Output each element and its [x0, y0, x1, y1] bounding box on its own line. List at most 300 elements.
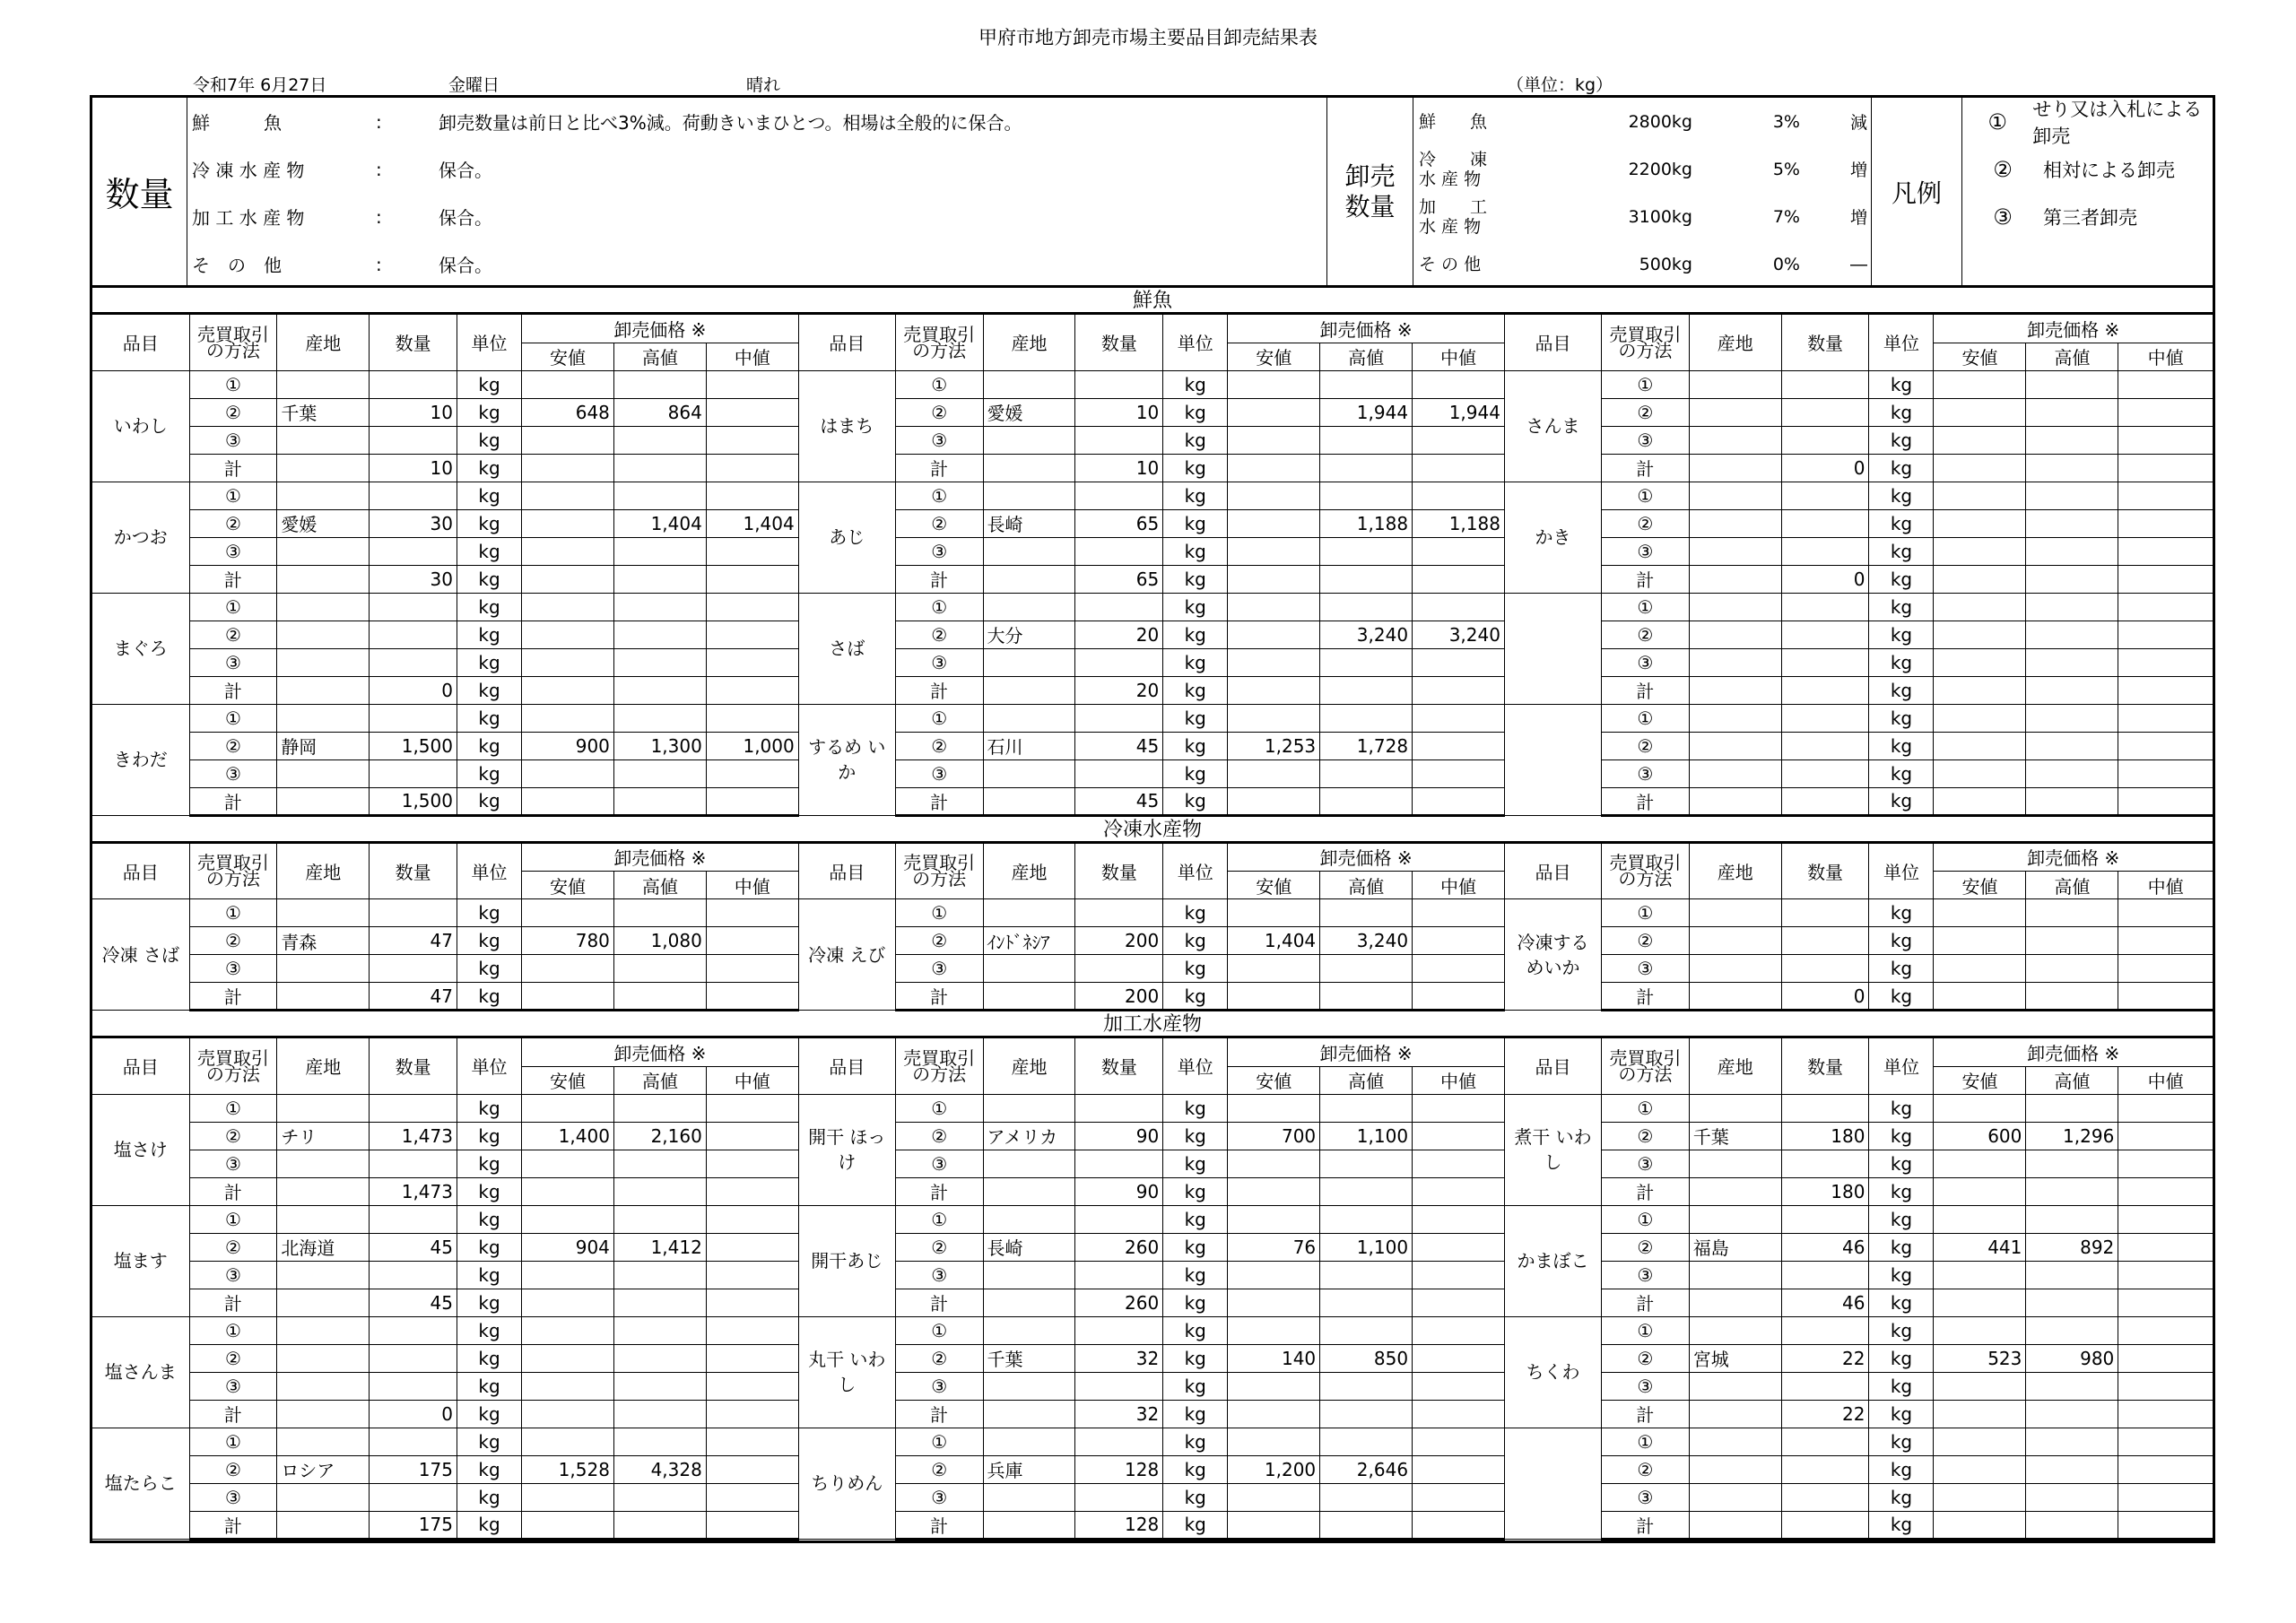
- col-price: 卸売価格 ※: [1934, 315, 2213, 343]
- price-low-cell: [1228, 704, 1320, 732]
- price-high-cell: [1320, 1205, 1413, 1233]
- unit-cell: kg: [457, 426, 521, 454]
- method-cell: ②: [1602, 1455, 1690, 1483]
- price-low-cell: [1934, 565, 2026, 593]
- origin-cell: [1689, 927, 1781, 955]
- col-origin: 産地: [1689, 315, 1781, 370]
- price-high-cell: [613, 1205, 706, 1233]
- method-cell: ①: [895, 1094, 983, 1122]
- item-name: 塩さんま: [92, 1316, 189, 1428]
- volume-category: 冷 凍 水 産 物: [1419, 149, 1488, 189]
- col-method: 売買取引 の方法: [895, 315, 983, 370]
- method-cell: ②: [895, 1455, 983, 1483]
- price-mid-cell: [2118, 537, 2213, 565]
- unit-cell: kg: [1163, 1177, 1228, 1205]
- qty-total-cell: 1,473: [370, 1177, 457, 1205]
- method-cell: ②: [895, 1344, 983, 1372]
- price-mid-cell: [706, 1428, 798, 1455]
- price-mid-cell: [706, 565, 798, 593]
- item-name: かつお: [92, 482, 189, 593]
- price-high-cell: [2026, 426, 2118, 454]
- unit-cell: kg: [1163, 1233, 1228, 1261]
- origin-cell: [1689, 426, 1781, 454]
- origin-cell: [277, 1177, 370, 1205]
- price-mid-cell: [1413, 537, 1505, 565]
- price-low-cell: [1934, 1428, 2026, 1455]
- qty-cell: 20: [1075, 621, 1163, 648]
- price-low-cell: 1,400: [522, 1122, 614, 1150]
- price-high-cell: [1320, 1261, 1413, 1289]
- col-price: 卸売価格 ※: [1934, 844, 2213, 872]
- price-high-cell: [613, 454, 706, 482]
- price-high-cell: [1320, 955, 1413, 983]
- origin-cell: [277, 676, 370, 704]
- unit-cell: kg: [1163, 426, 1228, 454]
- origin-cell: [277, 1344, 370, 1372]
- qty-cell: [1075, 899, 1163, 927]
- method-cell: ①: [895, 482, 983, 509]
- price-high-cell: [2026, 787, 2118, 815]
- qty-cell: [1781, 648, 1869, 676]
- price-low-cell: [522, 1094, 614, 1122]
- origin-cell: [1689, 1483, 1781, 1511]
- legend-text: 相対による卸売: [2043, 159, 2175, 181]
- price-mid-cell: [1413, 482, 1505, 509]
- qty-cell: [370, 899, 457, 927]
- origin-cell: [277, 1372, 370, 1400]
- price-low-cell: [522, 1150, 614, 1177]
- price-high-cell: [613, 983, 706, 1011]
- qty-cell: [1781, 759, 1869, 787]
- unit-cell: kg: [1163, 983, 1228, 1011]
- origin-cell: [1689, 1094, 1781, 1122]
- price-low-cell: 780: [522, 927, 614, 955]
- method-cell: 計: [1602, 676, 1690, 704]
- origin-cell: [277, 648, 370, 676]
- unit-cell: kg: [1163, 1483, 1228, 1511]
- origin-cell: [277, 426, 370, 454]
- price-mid-cell: [1413, 927, 1505, 955]
- item-name: 塩ます: [92, 1205, 189, 1316]
- method-cell: 計: [1602, 1400, 1690, 1428]
- price-low-cell: [1934, 787, 2026, 815]
- price-high-cell: [2026, 537, 2118, 565]
- origin-cell: [277, 1483, 370, 1511]
- price-low-cell: [522, 704, 614, 732]
- origin-cell: [983, 759, 1075, 787]
- price-low-cell: [1934, 927, 2026, 955]
- method-cell: ①: [895, 593, 983, 621]
- col-high: 高値: [1320, 872, 1413, 899]
- price-low-cell: [1228, 1372, 1320, 1400]
- volume-row: [1413, 240, 1871, 288]
- price-low-cell: [1934, 732, 2026, 759]
- price-mid-cell: [2118, 787, 2213, 815]
- volume-row: [1413, 145, 1871, 193]
- price-high-cell: 1,300: [613, 732, 706, 759]
- price-mid-cell: 1,404: [706, 509, 798, 537]
- method-cell: ②: [1602, 398, 1690, 426]
- unit-cell: kg: [1163, 398, 1228, 426]
- qty-total-cell: 0: [1781, 454, 1869, 482]
- col-mid: 中値: [706, 343, 798, 370]
- volume-row: [1413, 98, 1871, 145]
- qty-cell: 32: [1075, 1344, 1163, 1372]
- method-cell: ③: [1602, 759, 1690, 787]
- price-high-cell: [2026, 565, 2118, 593]
- table-row: [92, 482, 2213, 509]
- unit-cell: kg: [457, 1428, 521, 1455]
- unit-cell: kg: [1869, 1316, 1934, 1344]
- qty-total-cell: 0: [370, 1400, 457, 1428]
- origin-cell: [277, 1261, 370, 1289]
- qty-cell: [1781, 509, 1869, 537]
- table-row: [92, 648, 2213, 676]
- col-mid: 中値: [1413, 1066, 1505, 1094]
- origin-cell: [983, 1483, 1075, 1511]
- origin-cell: チリ: [277, 1122, 370, 1150]
- price-mid-cell: [706, 955, 798, 983]
- unit-cell: kg: [1163, 509, 1228, 537]
- origin-cell: 静岡: [277, 732, 370, 759]
- unit-cell: kg: [1869, 732, 1934, 759]
- legend-row: [1962, 145, 2213, 193]
- volume-direction: 減: [1849, 113, 1867, 133]
- price-mid-cell: [2118, 704, 2213, 732]
- unit-cell: kg: [1163, 955, 1228, 983]
- legend-row: [1962, 193, 2213, 240]
- method-cell: ①: [1602, 482, 1690, 509]
- col-origin: 産地: [1689, 1038, 1781, 1094]
- unit-cell: kg: [1869, 1455, 1934, 1483]
- price-mid-cell: [2118, 1316, 2213, 1344]
- item-name: [1504, 1428, 1601, 1539]
- comment-category: そ の 他: [192, 255, 282, 276]
- price-high-cell: [613, 565, 706, 593]
- price-high-cell: [613, 1316, 706, 1344]
- unit-cell: kg: [1869, 454, 1934, 482]
- qty-cell: 200: [1075, 927, 1163, 955]
- table-row: [92, 1289, 2213, 1316]
- price-low-cell: [522, 370, 614, 398]
- origin-cell: [277, 1150, 370, 1177]
- qty-total-cell: 65: [1075, 565, 1163, 593]
- origin-cell: [983, 593, 1075, 621]
- unit-cell: kg: [1163, 454, 1228, 482]
- col-method: 売買取引 の方法: [189, 844, 277, 899]
- qty-total-cell: 90: [1075, 1177, 1163, 1205]
- price-low-cell: [1228, 899, 1320, 927]
- qty-cell: [1781, 1094, 1869, 1122]
- method-cell: ②: [1602, 732, 1690, 759]
- qty-cell: [1075, 759, 1163, 787]
- unit-cell: kg: [457, 1455, 521, 1483]
- unit-cell: kg: [457, 593, 521, 621]
- price-mid-cell: [706, 927, 798, 955]
- qty-total-cell: 20: [1075, 676, 1163, 704]
- item-name: 冷凍 えび: [798, 899, 895, 1011]
- price-low-cell: [522, 648, 614, 676]
- price-high-cell: [2026, 1455, 2118, 1483]
- qty-cell: [370, 1150, 457, 1177]
- method-cell: ②: [189, 621, 277, 648]
- price-low-cell: [1228, 426, 1320, 454]
- unit-cell: kg: [1869, 1400, 1934, 1428]
- col-method: 売買取引 の方法: [895, 844, 983, 899]
- price-high-cell: [2026, 1094, 2118, 1122]
- col-method: 売買取引 の方法: [1602, 1038, 1690, 1094]
- comment-row: [187, 193, 1326, 240]
- price-low-cell: [1934, 1455, 2026, 1483]
- origin-cell: [1689, 787, 1781, 815]
- unit-cell: kg: [1869, 1261, 1934, 1289]
- col-price: 卸売価格 ※: [1228, 315, 1505, 343]
- unit-cell: kg: [1163, 899, 1228, 927]
- section-heading: 冷凍水産物: [92, 817, 2213, 844]
- qty-cell: [1781, 1316, 1869, 1344]
- price-mid-cell: [2118, 1261, 2213, 1289]
- price-mid-cell: [706, 899, 798, 927]
- origin-cell: [983, 704, 1075, 732]
- qty-cell: 90: [1075, 1122, 1163, 1150]
- item-name: 塩さけ: [92, 1094, 189, 1205]
- origin-cell: 千葉: [983, 1344, 1075, 1372]
- qty-cell: [1075, 1428, 1163, 1455]
- origin-cell: [277, 1289, 370, 1316]
- volume-percent: 3%: [1772, 111, 1800, 132]
- origin-cell: [983, 899, 1075, 927]
- comment-row: [187, 240, 1326, 288]
- method-cell: ①: [895, 1205, 983, 1233]
- origin-cell: 千葉: [1689, 1122, 1781, 1150]
- unit-cell: kg: [1163, 537, 1228, 565]
- qty-total-cell: 45: [370, 1289, 457, 1316]
- unit-cell: kg: [1163, 593, 1228, 621]
- origin-cell: [983, 983, 1075, 1011]
- col-qty: 数量: [1781, 315, 1869, 370]
- unit-cell: kg: [457, 509, 521, 537]
- price-low-cell: [522, 426, 614, 454]
- origin-cell: [277, 955, 370, 983]
- method-cell: ①: [189, 899, 277, 927]
- method-cell: ③: [895, 1150, 983, 1177]
- method-cell: ②: [1602, 1233, 1690, 1261]
- price-high-cell: 1,404: [613, 509, 706, 537]
- price-mid-cell: [2118, 509, 2213, 537]
- unit-cell: kg: [457, 899, 521, 927]
- unit-cell: kg: [1869, 1289, 1934, 1316]
- price-high-cell: 1,412: [613, 1233, 706, 1261]
- price-mid-cell: [1413, 1455, 1505, 1483]
- method-cell: ③: [189, 648, 277, 676]
- price-high-cell: [1320, 537, 1413, 565]
- price-high-cell: [613, 426, 706, 454]
- unit-cell: kg: [457, 1289, 521, 1316]
- unit-cell: kg: [1869, 787, 1934, 815]
- item-name: かき: [1504, 482, 1601, 593]
- price-mid-cell: [1413, 1122, 1505, 1150]
- price-low-cell: [522, 1483, 614, 1511]
- unit-cell: kg: [1163, 621, 1228, 648]
- col-mid: 中値: [1413, 343, 1505, 370]
- method-cell: ③: [895, 1372, 983, 1400]
- price-low-cell: [1228, 482, 1320, 509]
- qty-cell: [1781, 1428, 1869, 1455]
- origin-cell: [277, 565, 370, 593]
- origin-cell: [277, 454, 370, 482]
- method-cell: ③: [895, 537, 983, 565]
- legend-number: ①: [1987, 108, 2007, 135]
- price-mid-cell: [1413, 759, 1505, 787]
- origin-cell: [1689, 676, 1781, 704]
- col-low: 安値: [1228, 343, 1320, 370]
- qty-total-cell: 10: [370, 454, 457, 482]
- qty-cell: [1075, 1483, 1163, 1511]
- price-low-cell: [1934, 1150, 2026, 1177]
- method-cell: ①: [1602, 704, 1690, 732]
- price-mid-cell: [2118, 370, 2213, 398]
- price-mid-cell: [1413, 1511, 1505, 1539]
- col-item: 品目: [1504, 844, 1601, 899]
- unit-cell: kg: [1869, 1372, 1934, 1400]
- qty-cell: [1781, 1372, 1869, 1400]
- price-mid-cell: [706, 704, 798, 732]
- unit-cell: kg: [457, 537, 521, 565]
- price-mid-cell: [1413, 1177, 1505, 1205]
- price-mid-cell: [2118, 1428, 2213, 1455]
- unit-cell: kg: [1163, 1205, 1228, 1233]
- qty-cell: [370, 1428, 457, 1455]
- price-low-cell: [1934, 1511, 2026, 1539]
- comment-text: 保合。: [439, 207, 492, 229]
- price-low-cell: [1228, 1483, 1320, 1511]
- unit-cell: kg: [457, 482, 521, 509]
- price-high-cell: 1,944: [1320, 398, 1413, 426]
- volume-value: 2200kg: [1628, 159, 1692, 179]
- price-low-cell: [522, 1372, 614, 1400]
- item-name: 煮干 いわし: [1504, 1094, 1601, 1205]
- unit-cell: kg: [1163, 732, 1228, 759]
- table-row: [92, 983, 2213, 1011]
- method-cell: 計: [895, 1400, 983, 1428]
- qty-cell: [1075, 1261, 1163, 1289]
- price-low-cell: [1228, 370, 1320, 398]
- price-low-cell: [1228, 1511, 1320, 1539]
- method-cell: ③: [189, 759, 277, 787]
- unit-cell: kg: [1163, 787, 1228, 815]
- unit-cell: kg: [1869, 426, 1934, 454]
- unit-cell: kg: [1869, 927, 1934, 955]
- unit-cell: kg: [1869, 1150, 1934, 1177]
- col-unit: 単位: [457, 1038, 521, 1094]
- volume-percent: 5%: [1772, 159, 1800, 179]
- price-high-cell: [1320, 704, 1413, 732]
- unit-cell: kg: [1163, 1428, 1228, 1455]
- method-cell: ①: [1602, 370, 1690, 398]
- qty-cell: 10: [1075, 398, 1163, 426]
- price-low-cell: [522, 759, 614, 787]
- price-mid-cell: [2118, 732, 2213, 759]
- price-low-cell: [1934, 1261, 2026, 1289]
- method-cell: ①: [895, 704, 983, 732]
- origin-cell: [277, 983, 370, 1011]
- price-mid-cell: [1413, 732, 1505, 759]
- unit-cell: kg: [1163, 1261, 1228, 1289]
- table-row: [92, 1344, 2213, 1372]
- col-unit: 単位: [1163, 844, 1228, 899]
- method-cell: ②: [895, 1233, 983, 1261]
- col-mid: 中値: [706, 1066, 798, 1094]
- volume-direction: 増: [1849, 208, 1867, 228]
- origin-cell: [1689, 621, 1781, 648]
- price-high-cell: [1320, 1150, 1413, 1177]
- method-cell: ③: [1602, 955, 1690, 983]
- qty-cell: [1781, 537, 1869, 565]
- price-high-cell: [613, 1483, 706, 1511]
- method-cell: 計: [1602, 454, 1690, 482]
- qty-cell: [1075, 955, 1163, 983]
- price-mid-cell: [2118, 1511, 2213, 1539]
- item-name: [1504, 704, 1601, 815]
- method-cell: 計: [189, 1511, 277, 1539]
- origin-cell: [1689, 983, 1781, 1011]
- col-high: 高値: [613, 1066, 706, 1094]
- qty-cell: [1781, 732, 1869, 759]
- price-mid-cell: [706, 1233, 798, 1261]
- price-mid-cell: [1413, 955, 1505, 983]
- price-mid-cell: [2118, 398, 2213, 426]
- method-cell: ③: [895, 648, 983, 676]
- price-high-cell: [613, 759, 706, 787]
- price-low-cell: [1228, 1205, 1320, 1233]
- volume-percent: 7%: [1772, 206, 1800, 227]
- col-mid: 中値: [1413, 872, 1505, 899]
- col-unit: 単位: [1869, 315, 1934, 370]
- col-high: 高値: [2026, 872, 2118, 899]
- origin-cell: [277, 759, 370, 787]
- price-high-cell: [2026, 1150, 2118, 1177]
- price-mid-cell: [2118, 1233, 2213, 1261]
- unit-cell: kg: [1869, 565, 1934, 593]
- unit-cell: kg: [457, 1122, 521, 1150]
- price-high-cell: 892: [2026, 1233, 2118, 1261]
- method-cell: ②: [895, 732, 983, 759]
- price-mid-cell: [1413, 787, 1505, 815]
- table-row: [92, 1233, 2213, 1261]
- price-low-cell: [1934, 1177, 2026, 1205]
- volume-category: 加 工 水 産 物: [1419, 196, 1488, 237]
- qty-cell: [1781, 426, 1869, 454]
- price-mid-cell: [706, 1289, 798, 1316]
- price-low-cell: [522, 621, 614, 648]
- origin-cell: [1689, 1372, 1781, 1400]
- price-mid-cell: [2118, 955, 2213, 983]
- method-cell: 計: [189, 565, 277, 593]
- origin-cell: [1689, 1316, 1781, 1344]
- price-high-cell: [613, 621, 706, 648]
- price-mid-cell: [2118, 621, 2213, 648]
- table-row: [92, 787, 2213, 815]
- origin-cell: [277, 899, 370, 927]
- price-low-cell: [1934, 1400, 2026, 1428]
- item-name: 丸干 いわし: [798, 1316, 895, 1428]
- price-high-cell: 1,188: [1320, 509, 1413, 537]
- col-qty: 数量: [1075, 844, 1163, 899]
- table-row: [92, 1094, 2213, 1122]
- price-mid-cell: [1413, 1428, 1505, 1455]
- unit-cell: kg: [1869, 621, 1934, 648]
- qty-total-cell: 175: [370, 1511, 457, 1539]
